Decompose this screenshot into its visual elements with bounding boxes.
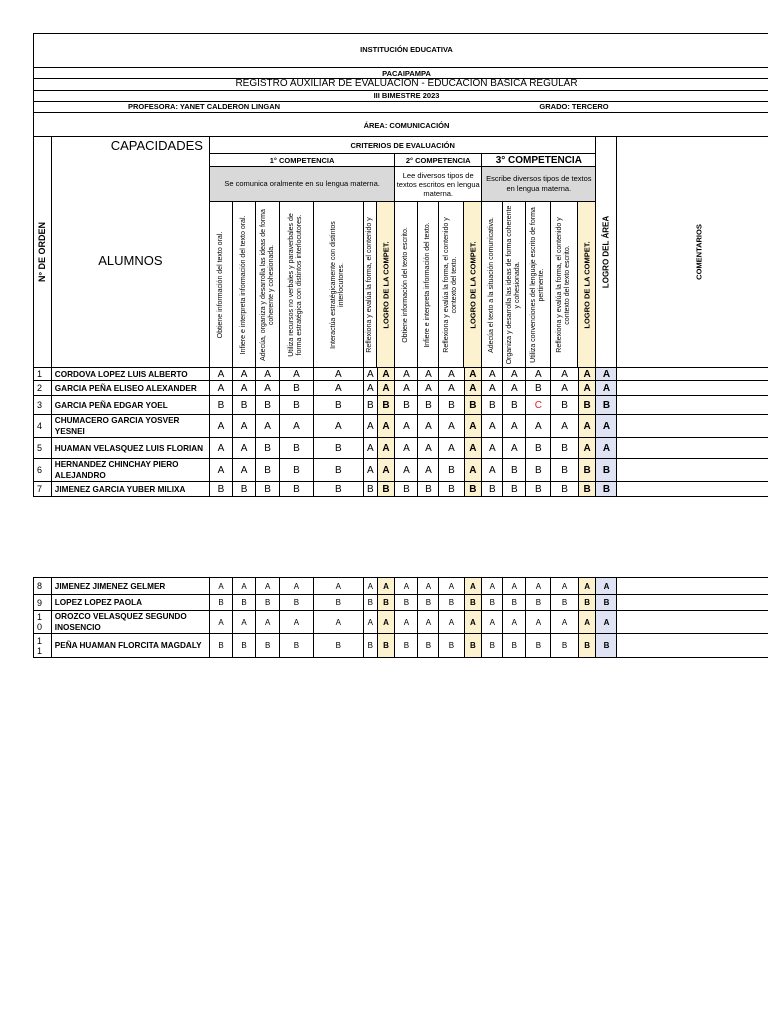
grade-cell: A [395, 611, 418, 634]
grade-cell: A [503, 611, 526, 634]
grade-cell: A [395, 415, 418, 438]
order-number: 8 [34, 578, 52, 595]
period-label: III BIMESTRE 2023 [373, 91, 440, 100]
grade-cell: A [503, 368, 526, 381]
grade-cell: B [439, 396, 464, 415]
grade-cell: B [418, 595, 439, 611]
table-row [34, 459, 768, 482]
logro-competencia-cell: B [578, 396, 596, 415]
grade-cell: A [313, 415, 363, 438]
capacidad-header: Adecúa, organiza y desarrolla las ideas de forma coherente y cohesionada. [256, 202, 280, 368]
comentario-cell [617, 368, 768, 381]
grade-cell: A [418, 381, 439, 396]
competencia-2-title: 2° COMPETENCIA [395, 154, 482, 167]
logro-competencia-cell: A [377, 368, 395, 381]
grade-cell: A [280, 578, 314, 595]
grade-cell: A [418, 578, 439, 595]
logro-competencia-cell: A [464, 368, 482, 381]
comentario-cell [617, 634, 768, 658]
grade-cell: A [482, 459, 503, 482]
logro-competencia-cell: A [377, 381, 395, 396]
grade-cell: A [256, 381, 280, 396]
grade-cell: A [526, 415, 551, 438]
grade-cell: A [418, 368, 439, 381]
grade-cell: B [482, 634, 503, 658]
grade-cell: B [482, 396, 503, 415]
grade-cell: A [280, 611, 314, 634]
table-row [34, 438, 768, 459]
comentario-cell [617, 482, 768, 497]
order-number: 6 [34, 459, 52, 482]
capacidad-header: Reflexiona y evalúa la forma, el contenido y contexto del texto escrito. [551, 202, 578, 368]
grade-cell: B [395, 482, 418, 497]
grade-cell: A [439, 415, 464, 438]
logro-competencia-cell: A [377, 578, 395, 595]
student-name: CHUMACERO GARCIA YOSVER YESNEI [51, 415, 209, 438]
grade-cell: B [551, 482, 578, 497]
teacher-name: PROFESORA: YANET CALDERON LINGAN [127, 102, 281, 111]
grade-cell: A [395, 438, 418, 459]
grade-cell: A [482, 578, 503, 595]
grade-cell: B [256, 595, 280, 611]
competencia-1-title: 1° COMPETENCIA [209, 154, 394, 167]
grade-label: GRADO: TERCERO [539, 102, 609, 111]
criterios-header: CRITERIOS DE EVALUACIÓN [209, 137, 596, 154]
order-number: 4 [34, 415, 52, 438]
logro-competencia-cell: A [464, 611, 482, 634]
logro-competencia-cell: B [464, 482, 482, 497]
grade-cell: B [551, 634, 578, 658]
logro-competencia-cell: A [464, 381, 482, 396]
capacidad-header: Infiere e interpreta información del texto oral. [232, 202, 255, 368]
grade-cell: B [503, 634, 526, 658]
logro-competencia-cell: A [578, 368, 596, 381]
logro-competencia-cell: B [464, 595, 482, 611]
comentario-cell [617, 595, 768, 611]
grade-cell: A [395, 381, 418, 396]
grade-cell: B [233, 634, 256, 658]
logro-area-cell: A [596, 368, 617, 381]
capacidad-header: Interactúa estratégicamente con distintos interlocutores. [313, 202, 363, 368]
grade-cell: B [256, 396, 280, 415]
order-number: 2 [34, 381, 52, 396]
comentario-cell [617, 396, 768, 415]
grade-cell: A [313, 381, 363, 396]
grade-cell: A [233, 611, 256, 634]
grade-cell: A [233, 368, 256, 381]
table-row [34, 634, 768, 658]
capacidad-header: Utiliza recursos no verbales y paraverbales de forma estratégica con distintos interlocutores. [280, 202, 314, 368]
register-title: REGISTRO AUXILIAR DE EVALUACIÓN - EDUCACIÓN BÁSICA REGULAR [235, 78, 578, 89]
table-row [34, 578, 768, 595]
logro-competencia-cell: A [377, 611, 395, 634]
logro-competencia-header: LOGRO DE LA COMPET. [377, 202, 395, 368]
competencia-3-desc: Escribe diversos tipos de textos en lengua materna. [482, 167, 596, 202]
logro-competencia-header: LOGRO DE LA COMPET. [464, 202, 482, 368]
grade-cell: B [526, 459, 551, 482]
logro-competencia-cell: B [464, 634, 482, 658]
table-row [34, 368, 768, 381]
grade-cell: B [551, 438, 578, 459]
grade-cell: A [439, 611, 464, 634]
logro-area-cell: B [596, 459, 617, 482]
comentario-cell [617, 438, 768, 459]
order-number: 3 [34, 396, 52, 415]
grade-cell: A [503, 578, 526, 595]
logro-competencia-cell: A [464, 438, 482, 459]
grade-cell: A [233, 381, 256, 396]
grade-cell: A [209, 368, 232, 381]
grade-cell: B [418, 634, 439, 658]
grade-cell: B [551, 595, 578, 611]
grade-cell: A [209, 415, 232, 438]
table-row [34, 396, 768, 415]
alumnos-header: ALUMNOS [51, 154, 209, 368]
comentario-cell [617, 381, 768, 396]
grade-cell: A [503, 438, 526, 459]
grade-cell: A [363, 459, 377, 482]
logro-area-cell: B [596, 482, 617, 497]
grade-cell: B [280, 396, 314, 415]
grade-cell: A [503, 381, 526, 396]
table-row [34, 595, 768, 611]
grade-cell: A [363, 368, 377, 381]
order-number: 5 [34, 438, 52, 459]
grade-cell: B [482, 482, 503, 497]
grade-cell: B [256, 438, 280, 459]
order-number: 1 1 [34, 634, 52, 658]
grade-cell: A [363, 438, 377, 459]
grade-cell: B [439, 634, 464, 658]
logro-competencia-cell: A [464, 415, 482, 438]
grade-cell: B [280, 482, 314, 497]
grade-cell: B [313, 459, 363, 482]
grade-cell: B [526, 438, 551, 459]
logro-competencia-cell: B [377, 396, 395, 415]
logro-competencia-cell: B [377, 634, 395, 658]
grade-cell: A [209, 578, 232, 595]
grade-cell: A [209, 381, 232, 396]
grade-cell: B [418, 482, 439, 497]
capacidad-header: Reflexiona y evalúa la forma, el contenido y contexto del texto. [439, 202, 464, 368]
grade-cell: A [313, 368, 363, 381]
students-table-continued [33, 577, 768, 658]
comentario-cell [617, 611, 768, 634]
institution-title: INSTITUCIÓN EDUCATIVA [360, 44, 453, 54]
grade-cell: A [439, 381, 464, 396]
grade-cell: B [395, 396, 418, 415]
grade-cell: B [551, 396, 578, 415]
students-table [33, 367, 768, 497]
capacidades-header: CAPACIDADES [51, 137, 209, 154]
logro-area-cell: A [596, 381, 617, 396]
grade-cell: B [280, 438, 314, 459]
grade-cell: B [395, 595, 418, 611]
comentarios-header: COMENTARIOS [617, 137, 768, 368]
grade-cell: B [209, 595, 232, 611]
grade-cell: A [363, 415, 377, 438]
table-row [34, 381, 768, 396]
grade-cell: B [363, 396, 377, 415]
grade-cell: A [439, 578, 464, 595]
logro-competencia-cell: A [377, 438, 395, 459]
grade-cell: A [280, 368, 314, 381]
header-grid [33, 136, 768, 368]
grade-cell: B [280, 381, 314, 396]
grade-cell: A [526, 578, 551, 595]
logro-competencia-cell: B [578, 595, 596, 611]
logro-area-cell: A [596, 611, 617, 634]
grade-cell: B [418, 396, 439, 415]
grade-cell: B [313, 634, 363, 658]
grade-cell: A [551, 368, 578, 381]
grade-cell: B [233, 482, 256, 497]
logro-area-cell: A [596, 578, 617, 595]
comentario-cell [617, 415, 768, 438]
student-name: JIMENEZ JIMENEZ GELMER [51, 578, 209, 595]
student-name: OROZCO VELASQUEZ SEGUNDO INOSENCIO [51, 611, 209, 634]
grade-cell: B [209, 396, 232, 415]
logro-competencia-cell: B [377, 482, 395, 497]
logro-competencia-cell: B [578, 634, 596, 658]
table-row [34, 482, 768, 497]
grade-cell: B [439, 459, 464, 482]
order-number: 1 [34, 368, 52, 381]
capacidad-header: Reflexiona y evalúa la forma, el contenido y [363, 202, 377, 368]
grade-cell: B [209, 482, 232, 497]
comentario-cell [617, 578, 768, 595]
grade-cell: A [503, 415, 526, 438]
student-name: PEÑA HUAMAN FLORCITA MAGDALY [51, 634, 209, 658]
grade-cell: A [233, 459, 256, 482]
grade-cell: C [526, 396, 551, 415]
logro-competencia-cell: A [578, 578, 596, 595]
order-header: N° DE ORDEN [34, 137, 52, 368]
grade-cell: B [526, 634, 551, 658]
grade-cell: B [280, 459, 314, 482]
grade-cell: B [280, 634, 314, 658]
logro-competencia-cell: A [464, 459, 482, 482]
grade-cell: A [209, 611, 232, 634]
student-name: GARCIA PEÑA ELISEO ALEXANDER [51, 381, 209, 396]
grade-cell: A [526, 368, 551, 381]
grade-cell: A [256, 578, 280, 595]
capacidad-header: Obtiene información del texto escrito. [395, 202, 418, 368]
student-name: LOPEZ LOPEZ PAOLA [51, 595, 209, 611]
grade-cell: B [439, 595, 464, 611]
grade-cell: B [363, 634, 377, 658]
grade-cell: B [280, 595, 314, 611]
order-number: 9 [34, 595, 52, 611]
grade-cell: A [418, 438, 439, 459]
logro-area-cell: B [596, 396, 617, 415]
place-name: PACAIPAMPA [382, 68, 431, 78]
order-number: 1 0 [34, 611, 52, 634]
logro-competencia-cell: A [578, 611, 596, 634]
grade-cell: B [526, 595, 551, 611]
grade-cell: A [363, 611, 377, 634]
logro-competencia-cell: A [377, 415, 395, 438]
grade-cell: A [526, 611, 551, 634]
grade-cell: A [482, 438, 503, 459]
grade-cell: B [313, 482, 363, 497]
grade-cell: A [395, 459, 418, 482]
student-name: HERNANDEZ CHINCHAY PIERO ALEJANDRO [51, 459, 209, 482]
area-label: ÁREA: COMUNICACIÓN [363, 120, 450, 130]
grade-cell: A [482, 381, 503, 396]
logro-competencia-cell: A [578, 438, 596, 459]
student-name: JIMENEZ GARCIA YUBER MILIXA [51, 482, 209, 497]
grade-cell: A [551, 611, 578, 634]
grade-cell: B [482, 595, 503, 611]
logro-area-cell: B [596, 595, 617, 611]
grade-cell: A [363, 578, 377, 595]
grade-cell: B [395, 634, 418, 658]
grade-cell: A [256, 368, 280, 381]
grade-cell: B [503, 482, 526, 497]
logro-competencia-cell: A [377, 459, 395, 482]
grade-cell: B [503, 595, 526, 611]
grade-cell: B [551, 459, 578, 482]
grade-cell: A [418, 611, 439, 634]
competencia-2-desc: Lee diversos tipos de textos escritos en lengua materna. [395, 167, 482, 202]
logro-competencia-cell: B [578, 459, 596, 482]
grade-cell: A [209, 438, 232, 459]
logro-competencia-cell: B [578, 482, 596, 497]
capacidad-header: Organiza y desarrolla las ideas de forma coherente y cohesionada. [503, 202, 526, 368]
comentario-cell [617, 459, 768, 482]
grade-cell: B [503, 396, 526, 415]
student-name: GARCIA PEÑA EDGAR YOEL [51, 396, 209, 415]
student-name: HUAMAN VELASQUEZ LUIS FLORIAN [51, 438, 209, 459]
grade-cell: B [256, 459, 280, 482]
grade-cell: A [482, 368, 503, 381]
logro-area-cell: B [596, 634, 617, 658]
logro-competencia-cell: B [464, 396, 482, 415]
grade-cell: A [395, 578, 418, 595]
grade-cell: A [482, 415, 503, 438]
competencia-3-title: 3° COMPETENCIA [482, 154, 596, 167]
grade-cell: B [233, 396, 256, 415]
grade-cell: B [526, 381, 551, 396]
grade-cell: A [233, 578, 256, 595]
grade-cell: B [313, 595, 363, 611]
grade-cell: A [418, 415, 439, 438]
grade-cell: A [256, 415, 280, 438]
grade-cell: A [256, 611, 280, 634]
order-number: 7 [34, 482, 52, 497]
grade-cell: A [233, 415, 256, 438]
grade-cell: A [482, 611, 503, 634]
competencia-1-desc: Se comunica oralmente en su lengua materna. [209, 167, 394, 202]
grade-cell: B [503, 459, 526, 482]
grade-cell: A [280, 415, 314, 438]
student-name: CORDOVA LOPEZ LUIS ALBERTO [51, 368, 209, 381]
logro-area-header: LOGRO DEL ÁREA [596, 137, 617, 368]
grade-cell: A [551, 415, 578, 438]
capacidad-header: Infiere e interpreta información del texto. [418, 202, 439, 368]
logro-competencia-header: LOGRO DE LA COMPET. [578, 202, 596, 368]
grade-cell: A [209, 459, 232, 482]
grade-cell: B [439, 482, 464, 497]
grade-cell: B [209, 634, 232, 658]
capacidad-header: Adecúa el texto a la situación comunicativa. [482, 202, 503, 368]
table-row [34, 415, 768, 438]
grade-cell: A [439, 368, 464, 381]
grade-cell: A [551, 381, 578, 396]
logro-competencia-cell: A [578, 381, 596, 396]
grade-cell: B [313, 396, 363, 415]
grade-cell: A [313, 611, 363, 634]
capacidad-header: Utiliza convenciones del lenguaje escrito de forma pertinente. [526, 202, 551, 368]
grade-cell: B [363, 482, 377, 497]
grade-cell: A [313, 578, 363, 595]
grade-cell: A [395, 368, 418, 381]
title-block [33, 33, 768, 136]
grade-cell: A [418, 459, 439, 482]
grade-cell: B [363, 595, 377, 611]
grade-cell: B [256, 634, 280, 658]
grade-cell: B [233, 595, 256, 611]
logro-area-cell: A [596, 415, 617, 438]
grade-cell: B [256, 482, 280, 497]
grade-cell: B [313, 438, 363, 459]
logro-competencia-cell: A [578, 415, 596, 438]
grade-cell: A [363, 381, 377, 396]
table-row [34, 611, 768, 634]
grade-cell: A [551, 578, 578, 595]
grade-cell: A [439, 438, 464, 459]
logro-area-cell: A [596, 438, 617, 459]
logro-competencia-cell: A [464, 578, 482, 595]
capacidad-header: Obtiene información del texto oral. [209, 202, 232, 368]
grade-cell: A [233, 438, 256, 459]
logro-competencia-cell: B [377, 595, 395, 611]
grade-cell: B [526, 482, 551, 497]
